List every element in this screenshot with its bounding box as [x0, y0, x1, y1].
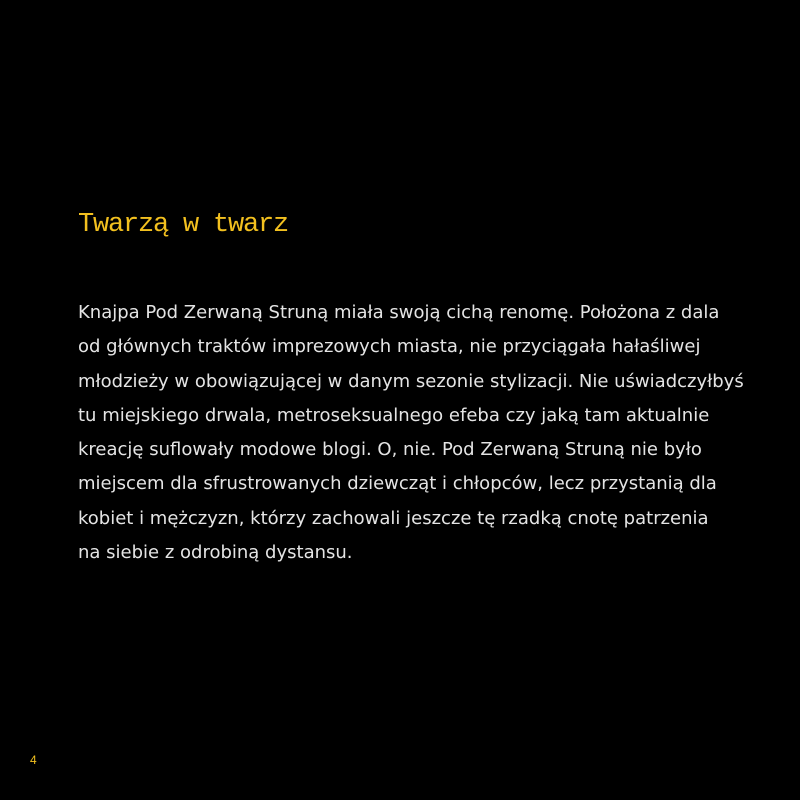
paragraph-line: Knajpa Pod Zerwaną Struną miała swoją cichą renomę. Położona z dala — [78, 302, 720, 323]
body-paragraph — [78, 296, 778, 570]
paragraph-line: kobiet i mężczyzn, którzy zachowali jeszcze tę rzadką cnotę patrzenia — [78, 507, 709, 529]
paragraph-line: od głównych traktów imprezowych miasta, nie przyciągała hałaśliwej — [78, 336, 701, 358]
paragraph-line: kreację suflowały modowe blogi. O, nie. Pod Zerwaną Struną nie było — [78, 439, 702, 461]
chapter-title: Twarzą w twarz — [78, 210, 289, 240]
paragraph-line: młodzieży w obowiązującej w danym sezonie stylizacji. Nie uświadczyłbyś — [78, 370, 744, 392]
paragraph-line: na siebie z odrobiną dystansu. — [78, 542, 353, 564]
page-number: 4 — [30, 753, 37, 767]
paragraph-line: tu miejskiego drwala, metroseksualnego efeba czy jaką tam aktualnie — [78, 404, 710, 426]
paragraph-line: miejscem dla sfrustrowanych dziewcząt i chłopców, lecz przystanią dla — [78, 473, 717, 495]
